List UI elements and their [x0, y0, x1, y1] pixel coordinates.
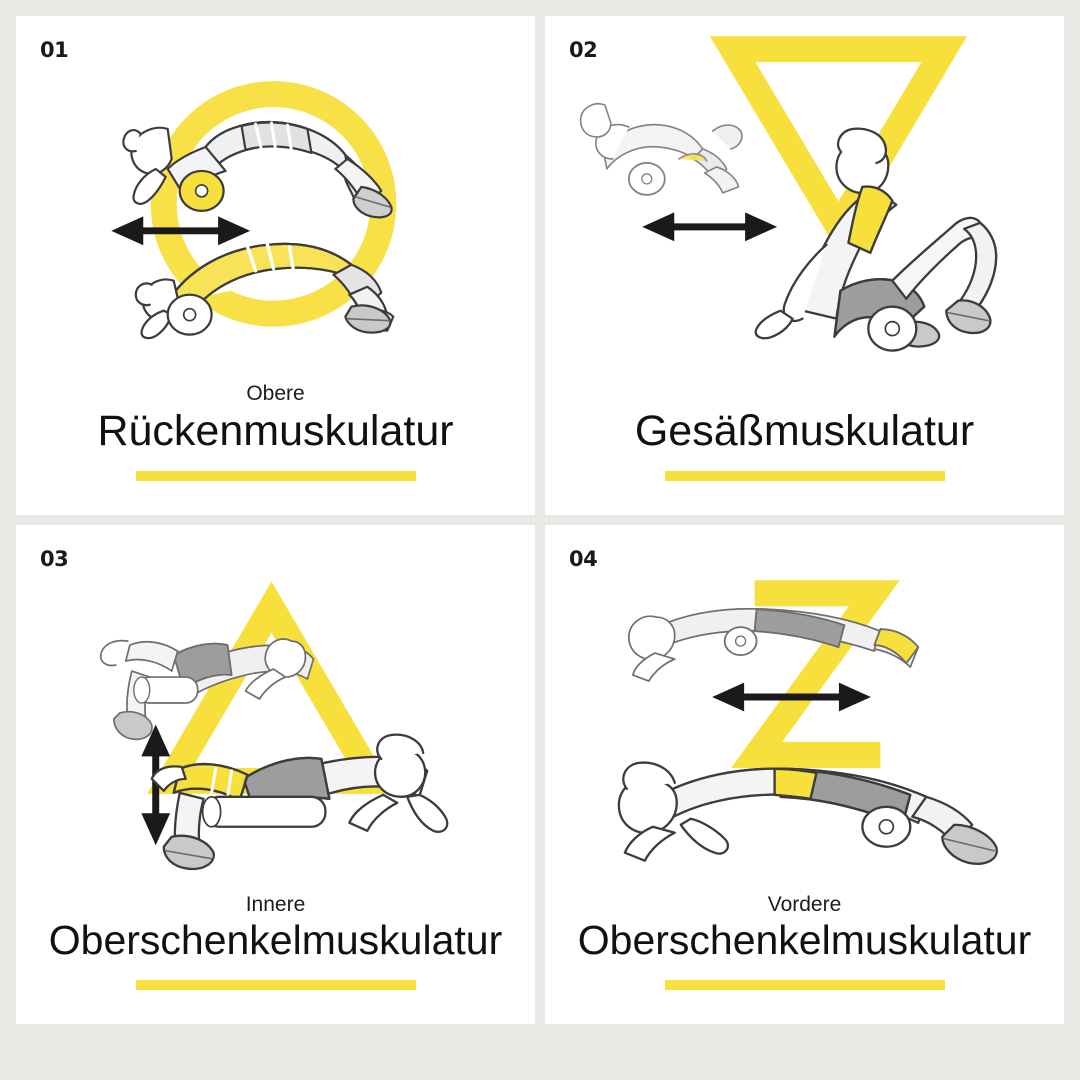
card-number-03: 03 — [40, 547, 69, 571]
caption-underline-3 — [136, 980, 416, 990]
caption-2 — [545, 382, 1064, 515]
caption-underline-1 — [136, 471, 416, 481]
caption-subtitle-3: Innere — [245, 893, 306, 916]
exercise-card-4[interactable] — [545, 525, 1064, 1024]
exercise-card-1[interactable] — [16, 16, 535, 515]
arrow-horizontal — [651, 218, 769, 236]
caption-4 — [545, 893, 1064, 1024]
caption-title-2: Gesäßmuskulatur — [634, 406, 975, 455]
caption-subtitle-1: Obere — [246, 381, 305, 405]
card-number-01: 01 — [40, 38, 69, 62]
caption-1 — [16, 382, 535, 515]
caption-title-4: Oberschenkelmuskulatur — [577, 917, 1032, 964]
caption-title-1: Rückenmuskulatur — [97, 406, 454, 455]
caption-underline-2 — [665, 471, 945, 481]
caption-underline-4 — [665, 980, 945, 990]
illustration-inner-thigh — [16, 525, 535, 893]
card-number-04: 04 — [569, 547, 598, 571]
illustration-front-thigh — [545, 525, 1064, 893]
caption-subtitle-4: Vordere — [767, 893, 842, 916]
illustration-upper-back — [16, 16, 535, 382]
exercise-card-2[interactable] — [545, 16, 1064, 515]
exercise-card-3[interactable] — [16, 525, 535, 1024]
card-number-02: 02 — [569, 38, 598, 62]
caption-title-3: Oberschenkelmuskulatur — [48, 917, 503, 964]
illustration-glutes — [545, 16, 1064, 382]
caption-3 — [16, 893, 535, 1024]
caption-subtitle-2 — [559, 382, 1050, 405]
